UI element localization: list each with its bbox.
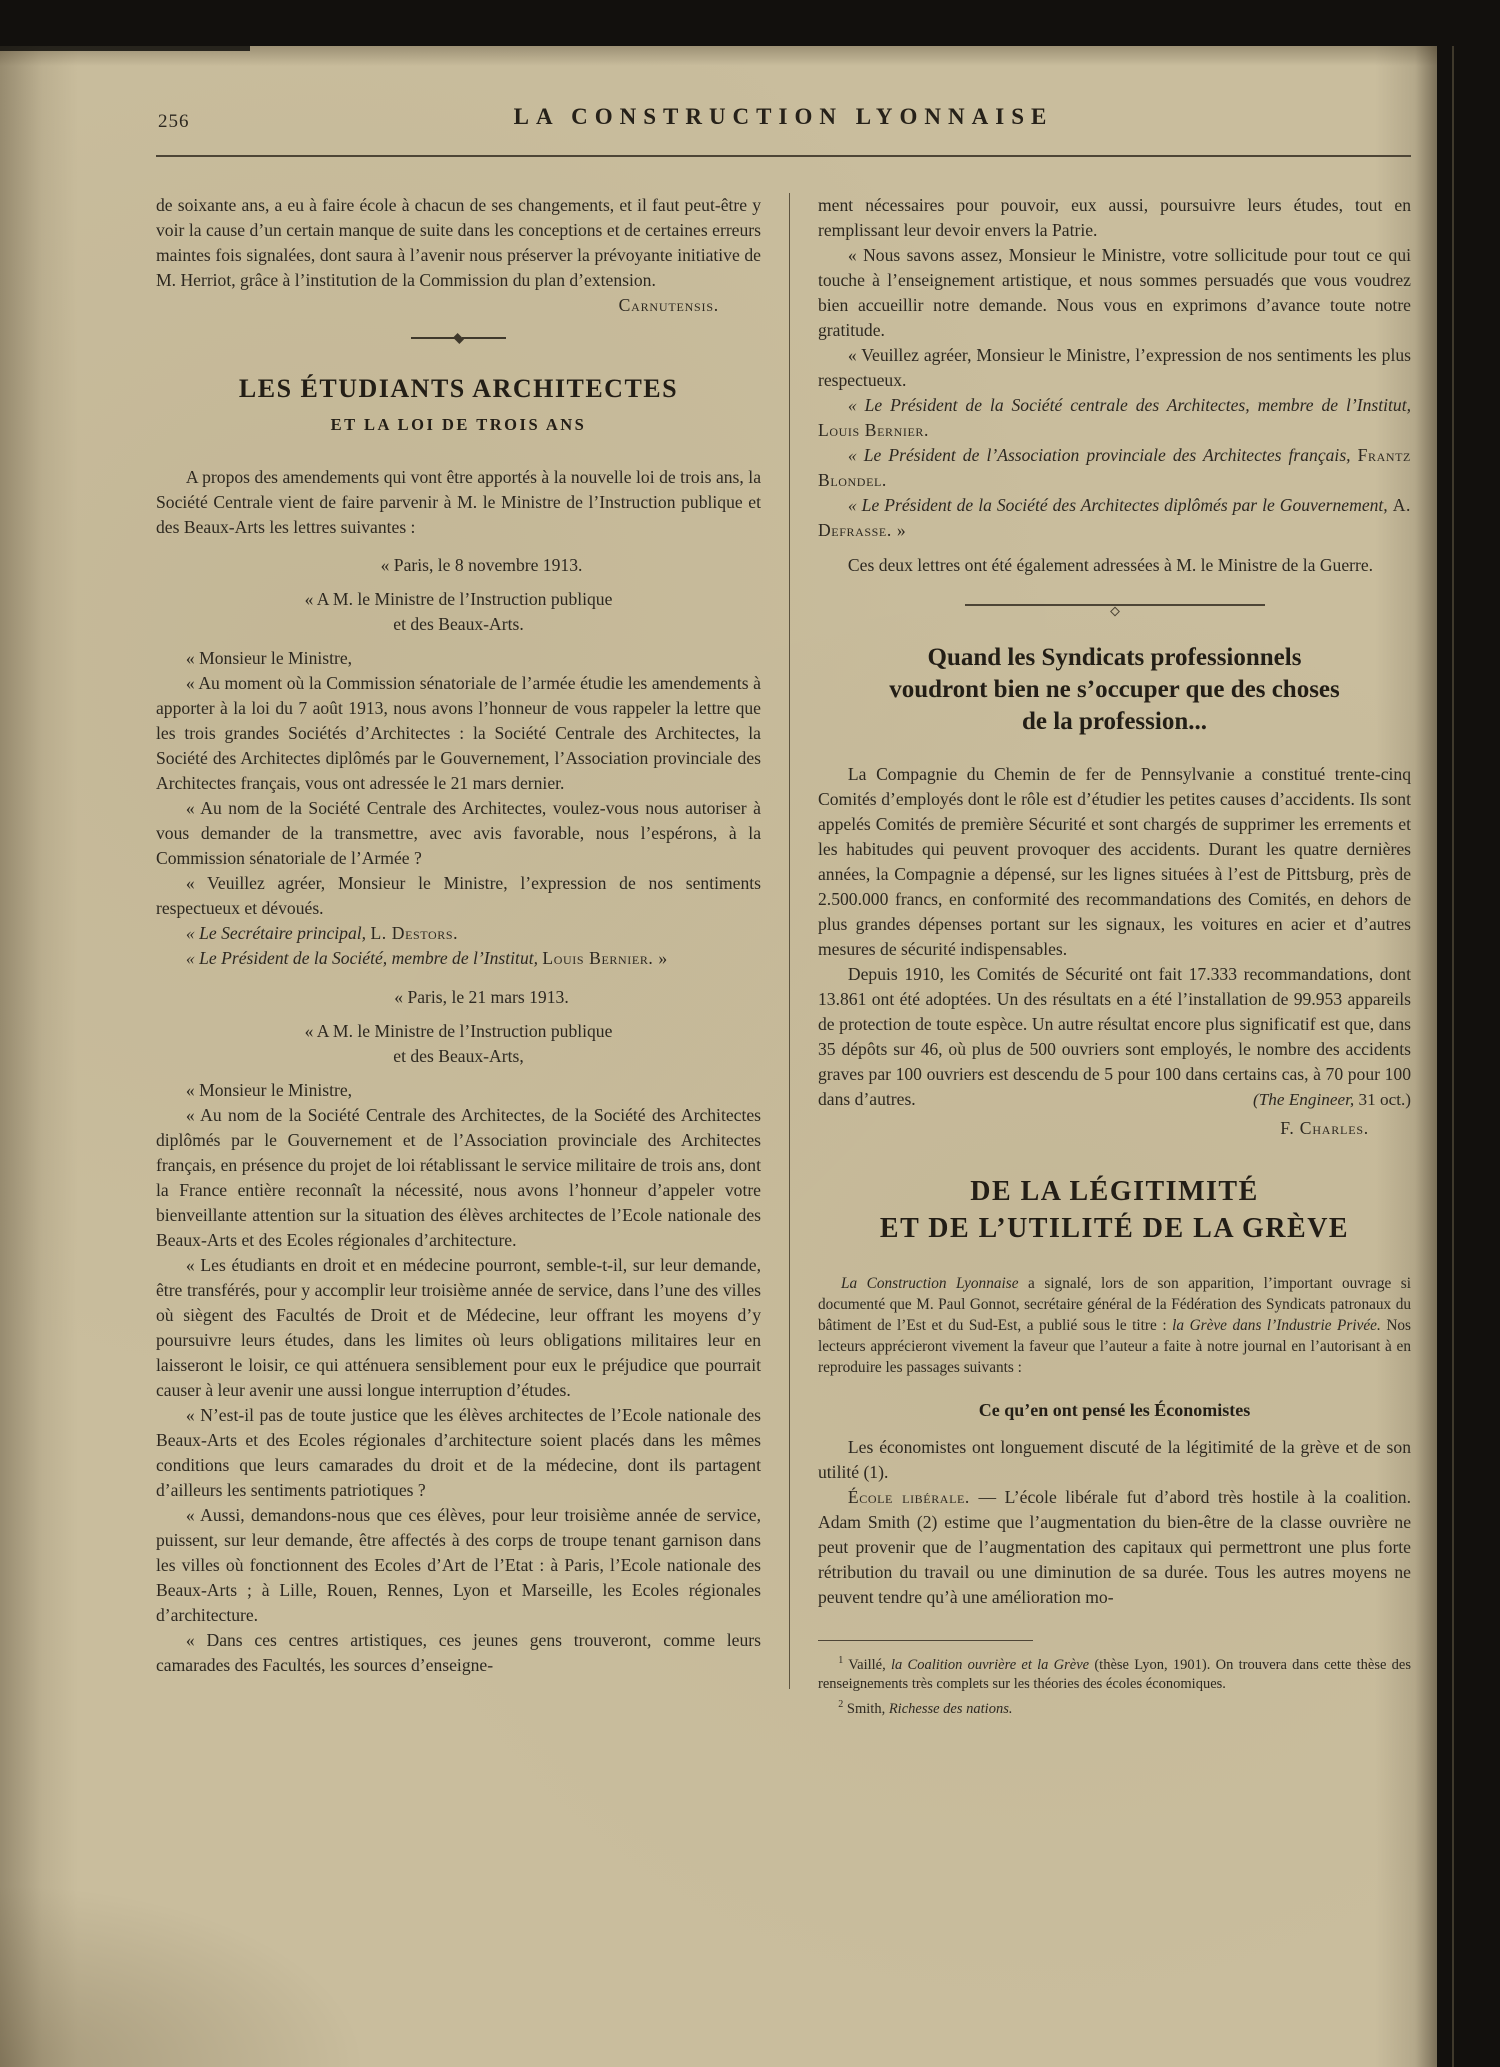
letter-salutation: « Monsieur le Ministre, (185, 648, 353, 668)
title-line: Quand les Syndicats professionnels (927, 644, 1302, 671)
footnote-rule (818, 1640, 1033, 1641)
footnote-book-title: la Coalition ouvrière et la Grève (891, 1656, 1090, 1673)
paragraph: « Nous savons assez, Monsieur le Ministre, votre sollicitude pour tout ce qui touche à l’enseignement artistique, et nous sommes persuadés que vous voudrez bien accueillir notre demande. Nous vous en exprimons d’avance toute notre gratitude. (818, 245, 1411, 340)
footnote (818, 1695, 1411, 1719)
intro-text: a signalé, lors de son apparition, l’important ouvrage si documenté que M. Paul Gonnot, secrétaire général de la Fédération des Syndicats patronaux du bâtiment de l’Est et du Sud-Est, a publié sous le titre : (818, 1275, 1412, 1334)
paragraph: « Aussi, demandons-nous que ces élèves, pour leur troisième année de service, puissent, sur leur demande, être affectés à des corps de troupe tenant garnison dans les villes où fonctionnent des Ecoles d’Art de l’Etat : à Paris, l’Ecole nationale des Beaux-Arts ; à Lille, Rouen, Rennes, Lyon et Marseille, les Ecoles régionales d’architecture. (156, 1505, 761, 1625)
article-subtitle: ET LA LOI DE TROIS ANS (330, 415, 587, 434)
intro-text: Nos lecteurs apprécieront vivement la faveur que l’auteur a faite à notre journal en l’autorisant à en reproduire les passages suivants : (818, 1317, 1412, 1376)
paragraph (818, 962, 1411, 1112)
divider-diamond-icon (1110, 607, 1120, 617)
paragraph: « Les étudiants en droit et en médecine pourront, semble-t-il, sur leur demande, être transférés, pour y accomplir leur troisième année de service, dans l’une des villes où siègent des Facultés de Droit et de Médecine, leur offrant les moyens d’y poursuivre leurs études, dans les limites où leurs obligations militaires leur en laisseront le loisir, ce qui atténuera sensiblement pour eux le préjudice que pourrait causer à leur avenir une aussi longue interruption d’études. (156, 1255, 761, 1400)
citation (1223, 1087, 1411, 1112)
paragraph: « Au moment où la Commission sénatoriale de l’armée étudie les amendements à apporter à la loi du 7 août 1913, nous avons l’honneur de vous rappeler la lettre que les trois grandes Sociétés d’Architectes : la Société Centrale des Architectes, la Société des Architectes diplômés par le Gouvernement, l’Association provinciale des Architectes français, vous ont adressée le 21 mars dernier. (156, 673, 761, 793)
citation-date: 31 oct.) (1354, 1090, 1411, 1109)
letter-date: « Paris, le 21 mars 1913. (394, 987, 569, 1007)
paragraph: « Au nom de la Société Centrale des Architectes, voulez-vous nous autoriser à vous demander de la transmettre, avec avis favorable, nous l’espérons, à la Commission sénatoriale de l’Armée ? (156, 798, 761, 868)
signature-role: « Le Président de la Société centrale des Architectes, membre de l’Institut, (847, 395, 1411, 415)
ornament-diamond-icon (453, 333, 464, 344)
paragraph: La Compagnie du Chemin de fer de Pennsylvanie a constitué trente-cinq Comités d’employés dont le rôle est d’étudier les petites causes d’accidents. Ils sont appelés Comités de première Sécurité et sont chargés de supprimer les errements et les habitudes qui peuvent provoquer des accidents. Durant les quatre dernières années, la Compagnie a dépensé, sur les lignes situées à l’est de Pittsburg, près de 2.500.000 francs, en conformité des recommandations des Comités, en dehors de plus grandes dépenses portant sur les signaux, les voitures en acier et d’autres mesures de sécurité indispensables. (818, 764, 1411, 959)
page-content (156, 46, 1411, 1719)
right-column (818, 193, 1411, 1719)
article-title: LES ÉTUDIANTS ARCHITECTES (238, 374, 679, 403)
journal-name: La Construction Lyonnaise (840, 1275, 1019, 1292)
signature-line (818, 493, 1411, 543)
two-column-layout (156, 193, 1411, 1719)
editorial-intro (818, 1273, 1411, 1378)
letter-addressee: « A M. le Ministre de l’Instruction publique (304, 1021, 613, 1041)
footnote (818, 1651, 1411, 1695)
ornament-line (411, 337, 455, 339)
footnote-text: Smith, (843, 1700, 889, 1717)
title-line: de la profession... (1022, 708, 1207, 735)
paragraph: « N’est-il pas de toute justice que les élèves architectes de l’Ecole nationale des Beaux-Arts et des Ecoles régionales d’architecture soient placés dans les mêmes conditions que leurs camarades du droit et de la médecine, dont ils partagent d’ailleurs les sentiments patriotiques ? (156, 1405, 761, 1500)
column-divider-rule (789, 193, 790, 1689)
paragraph: ment nécessaires pour pouvoir, eux aussi, poursuivre leurs études, tout en remplissant leur devoir envers la Patrie. (818, 195, 1411, 240)
paragraph-lead-smallcaps: École libérale. (847, 1487, 970, 1507)
signature-role: « Le Président de l’Association provinciale des Architectes français, (847, 445, 1358, 465)
footnote-book-title: Richesse des nations. (888, 1700, 1013, 1717)
ornament-line (462, 337, 506, 339)
signature-name: Louis Bernier. (818, 420, 930, 440)
masthead-title: LA CONSTRUCTION LYONNAISE (513, 104, 1054, 129)
letter-addressee: « A M. le Ministre de l’Instruction publique (304, 589, 613, 609)
paragraph: A propos des amendements qui vont être apportés à la nouvelle loi de trois ans, la Société Centrale vient de faire parvenir à M. le Ministre de l’Instruction publique et des Beaux-Arts les lettres suivantes : (156, 467, 761, 537)
section-divider (965, 604, 1265, 618)
paragraph (818, 1485, 1411, 1610)
paragraph: Ces deux lettres ont été également adressées à M. le Ministre de la Guerre. (847, 555, 1374, 575)
book-title: la Grève dans l’Industrie Privée. (1172, 1317, 1381, 1334)
letter-addressee: et des Beaux-Arts. (393, 614, 524, 634)
paragraph-text: Depuis 1910, les Comités de Sécurité ont fait 17.333 recommandations, dont 13.861 ont été adoptées. Un des résultats en a été l’installation de 99.953 appareils de protection de toute espèce. Un autre résultat encore plus significatif est que, dans 35 dépôts sur 46, où plus de 500 ouvriers sont employés, le nombre des accidents graves par 100 ouvriers est descendu de 5 pour 100 dans certains cas, à 70 pour 100 dans d’autres. (818, 964, 1411, 1109)
paragraph: « Veuillez agréer, Monsieur le Ministre, l’expression de nos sentiments les plus respectueux. (818, 345, 1411, 390)
paragraph: de soixante ans, a eu à faire école à chacun de ses changements, et il faut peut-être y voir la cause d’un certain manque de suite dans les conceptions et de certaines erreurs maintes fois signalées, dont saura à l’avenir nous préserver la prévoyante initiative de M. Herriot, grâce à l’institution de la Commission du plan d’extension. (156, 195, 761, 290)
paragraph-text: — L’école libérale fut d’abord très hostile à la coalition. Adam Smith (2) estime que l’augmentation du bien-être de la classe ouvrière ne peut provenir que de l’augmentation des capitaux qui permettront une plus forte rétribution du travail ou une diminution de sa durée. Tous les autres moyens ne peuvent tendre qu’à une amélioration mo- (818, 1487, 1411, 1607)
signature-name: Frantz Blondel. (818, 445, 1411, 490)
paragraph: « Veuillez agréer, Monsieur le Ministre, l’expression de nos sentiments respectueux et dévoués. (156, 873, 761, 918)
title-line: DE LA LÉGITIMITÉ (970, 1176, 1259, 1207)
signature-name: L. Destors. (370, 923, 459, 943)
letter-addressee: et des Beaux-Arts, (393, 1046, 524, 1066)
scan-top-edge-shadow (0, 46, 250, 51)
left-column (156, 193, 761, 1719)
footnote-marker: 1 (838, 1655, 844, 1666)
scan-page-edge-highlight (1452, 46, 1454, 2067)
citation-title: (The Engineer, (1252, 1090, 1355, 1109)
signature-line (818, 393, 1411, 443)
paragraph: Les économistes ont longuement discuté de la légitimité de la grève et de son utilité (1). (818, 1437, 1411, 1482)
letter-date: « Paris, le 8 novembre 1913. (380, 555, 583, 575)
footnote-text: Vaillé, (843, 1656, 891, 1673)
signature-role: « Le Secrétaire principal, (185, 923, 371, 943)
signature-name: A. Defrasse. » (818, 495, 1411, 540)
signature-line (156, 946, 761, 971)
paragraph: « Dans ces centres artistiques, ces jeunes gens trouveront, comme leurs camarades des Facultés, les sources d’enseigne- (156, 1630, 761, 1675)
footnote-text: (thèse Lyon, 1901). On trouvera dans cette thèse des renseignements très complets sur les théories des écoles économiques. (818, 1656, 1411, 1693)
journal-page (0, 46, 1437, 2067)
signature-line (818, 443, 1411, 493)
author-signature: F. Charles. (1280, 1118, 1369, 1138)
title-line: voudront bien ne s’occuper que des choses (889, 676, 1340, 703)
page-number: 256 (158, 111, 190, 132)
header-rule (156, 155, 1411, 157)
footnote-marker: 2 (838, 1698, 844, 1710)
signature-role: « Le Président de la Société, membre de l’Institut, (185, 948, 543, 968)
section-ornament (156, 328, 761, 348)
section-heading: Ce qu’en ont pensé les Économistes (978, 1400, 1251, 1420)
paragraph: « Au nom de la Société Centrale des Architectes, de la Société des Architectes diplômés par le Gouvernement et de l’Association provinciale des Architectes français, en présence du projet de loi rétablissant le service militaire de trois ans, dont la France entière reconnaît la nécessité, nous avons l’honneur d’appeler votre bienveillante attention sur la situation des élèves architectes de l’Ecole nationale des Beaux-Arts et des Ecoles régionales d’architecture. (156, 1105, 761, 1250)
signature-line (156, 921, 761, 946)
article-title (818, 642, 1411, 738)
signature-name: Louis Bernier. » (542, 948, 668, 968)
title-line: ET DE L’UTILITÉ DE LA GRÈVE (879, 1213, 1350, 1244)
author-signature: Carnutensis. (618, 295, 719, 315)
page-header (156, 104, 1411, 142)
letter-salutation: « Monsieur le Ministre, (185, 1080, 353, 1100)
signature-role: « Le Président de la Société des Architectes diplômés par le Gouvernement, (847, 495, 1393, 515)
article-title (818, 1173, 1411, 1247)
